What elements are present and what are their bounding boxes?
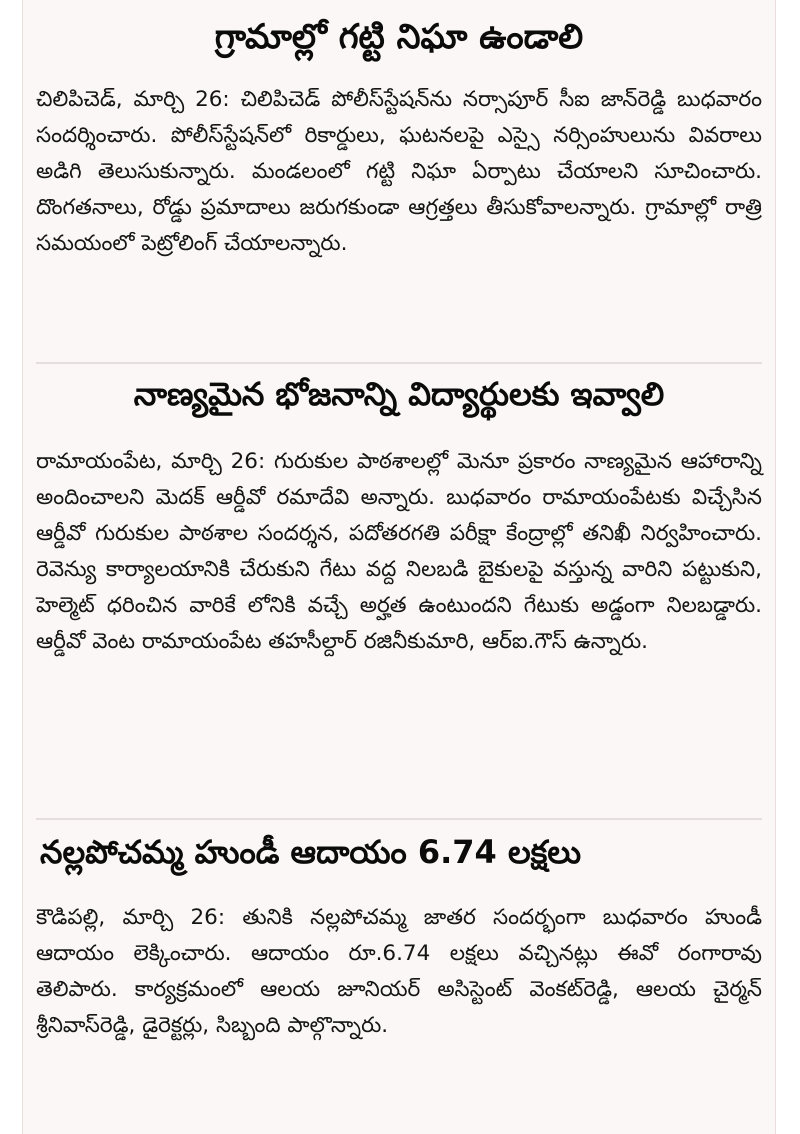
article-2-headline: నాణ్యమైన భోజనాన్ని విద్యార్థులకు ఇవ్వాలి bbox=[133, 375, 665, 413]
article-3-headline: నల్లపోచమ్మ హుండీ ఆదాయం 6.74 లక్షలు bbox=[40, 833, 582, 871]
article-2 bbox=[36, 366, 762, 660]
article-3 bbox=[36, 822, 762, 1044]
article-3-body: కౌడిపల్లి, మార్చి 26: తునికి నల్లపోచమ్మ జాతర సందర్భంగా బుధవారం హుండీ ఆదాయం లెక్కించారు. ఆదాయం రూ.6.74 లక్షలు వచ్చినట్లు ఈవో రంగారావు తెలిపారు. కార్యక్రమంలో ఆలయ జూనియర్ అసిస్టెంట్ వెంకట్‌రెడ్డి, ఆలయ చైర్మన్ శ్రీనివాస్‌రెడ్డి, డైరెక్టర్లు, సిబ్బంది పాల్గొన్నారు. bbox=[36, 905, 762, 1038]
article-2-body: రామాయంపేట, మార్చి 26: గురుకుల పాఠశాలల్లో మెనూ ప్రకారం నాణ్యమైన ఆహారాన్ని అందించాలని మెదక్ ఆర్డీవో రమాదేవి అన్నారు. బుధవారం రామాయంపేటకు విచ్చేసిన ఆర్డీవో గురుకుల పాఠశాల సందర్శన, పదోతరగతి పరీక్షా కేంద్రాల్లో తనిఖీ నిర్వహించారు. రెవెన్యు కార్యాలయానికి చేరుకుని గేటు వద్ద నిలబడి బైకులపై వస్తున్న వారిని పట్టుకుని, హెల్మెట్ ధరించిన వారికే లోనికి వచ్చే అర్హత ఉంటుందని గేటుకు అడ్డంగా నిలబడ్డారు. ఆర్డీవో వెంట రామాయంపేట తహసీల్దార్ రజినీకుమారి, ఆర్ఐ.గౌస్ ఉన్నారు. bbox=[36, 449, 762, 654]
article-divider bbox=[36, 362, 762, 364]
article-1 bbox=[36, 8, 762, 262]
article-1-body: చిలిపిచెడ్, మార్చి 26: చిలిపిచెడ్ పోలీస్‌స్టేషన్‌ను నర్సాపూర్ సీఐ జాన్‌రెడ్డి బుధవారం సందర్శించారు. పోలీస్‌స్టేషన్‌లో రికార్డులు, ఘటనలపై ఎస్సై నర్సింహులును వివరాలు అడిగి తెలుసుకున్నారు. మండలంలో గట్టి నిఘా ఏర్పాటు చేయాలని సూచించారు. దొంగతనాలు, రోడ్డు ప్రమాదాలు జరుగకుండా ఆగ్రత్తలు తీసుకోవాలన్నారు. గ్రామాల్లో రాత్రి సమయంలో పెట్రోలింగ్ చేయాలన్నారు. bbox=[36, 87, 762, 256]
article-divider bbox=[36, 818, 762, 820]
article-1-headline: గ్రామాల్లో గట్టి నిఘా ఉండాలి bbox=[214, 17, 584, 57]
